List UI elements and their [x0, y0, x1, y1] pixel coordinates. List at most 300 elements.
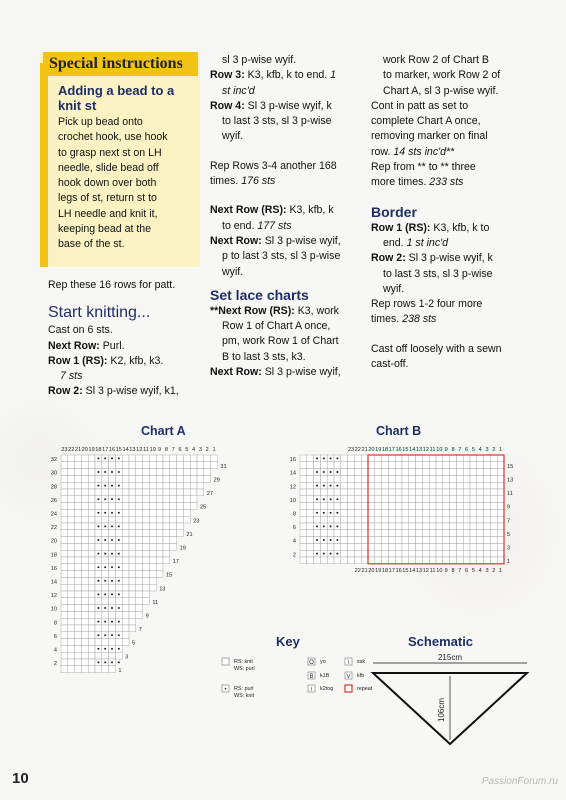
chart-a-cell: [75, 659, 82, 666]
chart-a-cell: [149, 557, 156, 564]
chart-b-cell: [348, 516, 355, 523]
chart-a-col-number: 21: [74, 447, 82, 453]
chart-a-cell: [177, 489, 184, 496]
chart-a-cell: [68, 455, 75, 462]
chart-a-cell: [122, 475, 129, 482]
chart-b-cell: [477, 496, 484, 503]
chart-a-cell: [177, 469, 184, 476]
chart-b-cell: [490, 516, 497, 523]
chart-a-cell: [88, 639, 95, 646]
chart-a-cell: [88, 469, 95, 476]
chart-b-cell: [456, 475, 463, 482]
schematic-title: Schematic: [408, 634, 474, 649]
chart-a-cell: [129, 469, 136, 476]
next-row-label: Next Row:: [210, 234, 262, 247]
chart-b-cell: [436, 462, 443, 469]
chart-a-cell: [143, 462, 150, 469]
chart-a-cell: [163, 489, 170, 496]
chart-a-cell: [109, 584, 116, 591]
chart-b-cell: [402, 475, 409, 482]
chart-b-col-number: 15: [402, 447, 409, 453]
chart-b-row-number: 4: [292, 538, 296, 545]
chart-b-cell: [382, 469, 389, 476]
chart-a-row-number: 5: [132, 640, 136, 647]
chart-b-cell: [497, 496, 504, 503]
chart-a-cell: [75, 611, 82, 618]
chart-a-cell: [75, 598, 82, 605]
chart-a-cell: [183, 475, 190, 482]
chart-b-cell: [429, 543, 436, 550]
chart-b-purl-dot: [330, 457, 332, 459]
next-row-text2: p to last 3 sts, sl 3 p-wise: [222, 250, 341, 263]
chart-a-cell: [109, 611, 116, 618]
chart-a-cell: [136, 611, 143, 618]
chart-b-cell: [450, 469, 457, 476]
chart-a-cell: [102, 543, 109, 550]
chart-b-cell: [497, 455, 504, 462]
col2-line: pm, work Row 1 of Chart: [222, 335, 339, 348]
chart-a-purl-dot: [104, 661, 106, 663]
chart-a-cell: [68, 489, 75, 496]
key-symbol: V: [346, 674, 351, 680]
chart-a-cell: [136, 482, 143, 489]
chart-b-cell: [490, 509, 497, 516]
chart-a-cell: [136, 475, 143, 482]
chart-a-cell: [129, 625, 136, 632]
chart-a-cell: [170, 503, 177, 510]
chart-b-cell: [497, 523, 504, 530]
chart-b-cell: [409, 496, 416, 503]
chart-b-cell: [341, 475, 348, 482]
chart-b-cell: [361, 475, 368, 482]
chart-b-cell: [354, 523, 361, 530]
chart-b-cell: [429, 475, 436, 482]
chart-b-cell: [463, 557, 470, 564]
chart-b-cell: [368, 557, 375, 564]
chart-b-cell: [341, 482, 348, 489]
chart-b-cell: [388, 509, 395, 516]
chart-a-cell: [122, 482, 129, 489]
chart-b-cell: [422, 516, 429, 523]
chart-a-row-number: 27: [206, 491, 214, 498]
key-swatch: [345, 685, 352, 692]
chart-a-cell: [129, 516, 136, 523]
chart-a-cell: [109, 543, 116, 550]
chart-b-cell: [497, 503, 504, 510]
chart-b-cell: [443, 489, 450, 496]
chart-a-cell: [163, 496, 170, 503]
chart-b-cell: [307, 550, 314, 557]
chart-a-cell: [122, 598, 129, 605]
chart-a-cell: [129, 462, 136, 469]
chart-b-col-number: 6: [465, 447, 469, 453]
chart-a-purl-dot: [118, 607, 120, 609]
chart-b-cell: [327, 516, 334, 523]
chart-b-cell: [443, 557, 450, 564]
cast-off-text2: cast-off.: [371, 358, 409, 371]
col3-line: more times.: [371, 176, 430, 189]
chart-b-cell: [470, 489, 477, 496]
chart-b-cell: [443, 496, 450, 503]
chart-a-cell: [81, 605, 88, 612]
chart-b-row-number: 7: [507, 518, 511, 525]
chart-a-cell: [136, 496, 143, 503]
chart-b-cell: [354, 475, 361, 482]
chart-b-cell: [497, 550, 504, 557]
chart-a-cell: [75, 557, 82, 564]
chart-a-row-number: 18: [50, 552, 57, 559]
chart-b-cell: [300, 469, 307, 476]
chart-a-cell: [156, 503, 163, 510]
chart-b-bottom-number: 7: [458, 567, 462, 574]
chart-a-cell: [68, 503, 75, 510]
chart-a-cell: [102, 598, 109, 605]
chart-a-cell: [129, 530, 136, 537]
chart-b-cell: [470, 550, 477, 557]
chart-b-cell: [395, 523, 402, 530]
chart-a-cell: [75, 564, 82, 571]
chart-a-cell: [129, 564, 136, 571]
chart-b-cell: [470, 482, 477, 489]
row3-count2: st inc'd: [222, 84, 255, 97]
chart-a-cell: [129, 584, 136, 591]
chart-a-purl-dot: [111, 634, 113, 636]
chart-b-cell: [354, 537, 361, 544]
chart-a-cell: [156, 469, 163, 476]
chart-a-cell: [122, 625, 129, 632]
chart-a-cell: [109, 516, 116, 523]
chart-a-purl-dot: [97, 661, 99, 663]
chart-b-cell: [382, 475, 389, 482]
chart-a-purl-dot: [104, 621, 106, 623]
chart-a-purl-dot: [118, 553, 120, 555]
chart-b-cell: [395, 509, 402, 516]
chart-a-cell: [122, 503, 129, 510]
chart-a-cell: [109, 571, 116, 578]
chart-b-cell: [477, 489, 484, 496]
chart-b-cell: [375, 503, 382, 510]
chart-a-purl-dot: [104, 634, 106, 636]
chart-b-cell: [395, 489, 402, 496]
chart-b-cell: [484, 537, 491, 544]
chart-a-cell: [177, 509, 184, 516]
chart-a-cell: [75, 475, 82, 482]
chart-b-cell: [388, 530, 395, 537]
chart-b-cell: [307, 516, 314, 523]
chart-a-cell: [197, 455, 204, 462]
chart-a-purl-dot: [104, 485, 106, 487]
chart-a-cell: [129, 591, 136, 598]
bead-heading: Adding a bead to a knit st: [58, 83, 175, 113]
chart-a-cell: [204, 455, 211, 462]
chart-b-cell: [497, 557, 504, 564]
chart-a-cell: [163, 475, 170, 482]
chart-a-cell: [61, 652, 68, 659]
chart-b-cell: [429, 530, 436, 537]
chart-b-cell: [436, 557, 443, 564]
chart-b-cell: [450, 503, 457, 510]
chart-a-cell: [122, 564, 129, 571]
chart-a-purl-dot: [97, 539, 99, 541]
border-row1-label: Row 1 (RS):: [371, 221, 431, 234]
chart-b-bottom-number: 12: [422, 567, 429, 574]
chart-b-cell: [320, 516, 327, 523]
chart-a-row-number: 30: [50, 470, 57, 477]
chart-b-cell: [382, 482, 389, 489]
chart-b-cell: [450, 537, 457, 544]
chart-b-row-number: 10: [289, 497, 296, 504]
chart-b-cell: [382, 543, 389, 550]
chart-b-cell: [327, 557, 334, 564]
chart-a-cell: [88, 537, 95, 544]
chart-b-bottom-number: 2: [492, 567, 496, 574]
chart-a-cell: [115, 543, 122, 550]
chart-b-cell: [409, 530, 416, 537]
chart-a-cell: [122, 496, 129, 503]
chart-a-cell: [170, 489, 177, 496]
chart-b-cell: [382, 537, 389, 544]
chart-b-cell: [422, 496, 429, 503]
chart-b-cell: [422, 530, 429, 537]
chart-a-cell: [156, 462, 163, 469]
chart-b-cell: [450, 509, 457, 516]
chart-a-purl-dot: [97, 648, 99, 650]
chart-b-purl-dot: [330, 512, 332, 514]
chart-a-cell: [61, 469, 68, 476]
chart-b-cell: [470, 496, 477, 503]
chart-a-cell: [88, 625, 95, 632]
chart-a-row-number: 10: [50, 606, 57, 613]
chart-b-cell: [375, 509, 382, 516]
chart-a-cell: [109, 503, 116, 510]
chart-b-cell: [382, 462, 389, 469]
chart-a-cell: [81, 543, 88, 550]
chart-b-purl-dot: [336, 485, 338, 487]
chart-b-cell: [348, 509, 355, 516]
chart-a-purl-dot: [97, 457, 99, 459]
chart-a-cell: [170, 482, 177, 489]
chart-b-cell: [470, 503, 477, 510]
chart-a-cell: [75, 605, 82, 612]
chart-a-cell: [81, 455, 88, 462]
chart-a-cell: [81, 659, 88, 666]
chart-a-cell: [75, 503, 82, 510]
chart-a-cell: [61, 509, 68, 516]
chart-b-cell: [429, 489, 436, 496]
chart-b-row-number: 15: [507, 463, 514, 470]
chart-a-purl-dot: [104, 566, 106, 568]
bead-instruction-line: LH needle and knit it,: [58, 207, 158, 220]
chart-b-cell: [456, 557, 463, 564]
chart-b-cell: [300, 509, 307, 516]
chart-a-cell: [163, 543, 170, 550]
chart-b-cell: [300, 496, 307, 503]
chart-b-cell: [429, 503, 436, 510]
chart-b-cell: [307, 543, 314, 550]
chart-b-cell: [409, 462, 416, 469]
chart-a-cell: [143, 577, 150, 584]
chart-b-cell: [375, 530, 382, 537]
chart-b-cell: [382, 530, 389, 537]
chart-a-cell: [129, 482, 136, 489]
chart-b-cell: [314, 530, 321, 537]
chart-b-cell: [354, 550, 361, 557]
chart-b-cell: [409, 482, 416, 489]
chart-b-cell: [307, 509, 314, 516]
chart-b-cell: [470, 475, 477, 482]
chart-a-cell: [81, 577, 88, 584]
chart-a-cell: [143, 550, 150, 557]
chart-a-cell: [149, 516, 156, 523]
chart-b-bottom-number: 16: [395, 567, 402, 574]
chart-b-cell: [416, 550, 423, 557]
chart-a-cell: [149, 530, 156, 537]
chart-a-purl-dot: [111, 471, 113, 473]
chart-a-cell: [75, 543, 82, 550]
col3-line: removing marker on final: [371, 130, 488, 143]
chart-b-cell: [361, 557, 368, 564]
chart-b-cell: [361, 550, 368, 557]
chart-a-cell: [136, 509, 143, 516]
chart-b-cell: [402, 469, 409, 476]
chart-a-cell: [190, 469, 197, 476]
chart-a-cell: [115, 516, 122, 523]
chart-b-purl-dot: [323, 553, 325, 555]
chart-a-purl-dot: [104, 593, 106, 595]
chart-a-cell: [122, 543, 129, 550]
chart-a-cell: [88, 455, 95, 462]
border-row1-text: K3, kfb, k to: [430, 221, 490, 234]
chart-a-cell: [136, 530, 143, 537]
chart-a-cell: [88, 509, 95, 516]
chart-b-cell: [463, 523, 470, 530]
chart-b-cell: [300, 557, 307, 564]
chart-b-cell: [416, 537, 423, 544]
chart-b-col-number: 21: [361, 447, 368, 453]
chart-a-cell: [95, 503, 102, 510]
chart-b-cell: [484, 462, 491, 469]
chart-a-row-number: 23: [193, 518, 200, 525]
chart-b-cell: [368, 489, 375, 496]
chart-a-cell: [122, 618, 129, 625]
chart-a-cell: [95, 625, 102, 632]
chart-a-cell: [156, 557, 163, 564]
chart-a-cell: [149, 543, 156, 550]
chart-a-cell: [81, 469, 88, 476]
chart-a-cell: [68, 469, 75, 476]
chart-b-row-number: 8: [292, 511, 296, 518]
chart-a-cell: [75, 666, 82, 673]
chart-b-cell: [307, 523, 314, 530]
chart-b-cell: [314, 489, 321, 496]
chart-a-cell: [68, 591, 75, 598]
chart-a-cell: [68, 523, 75, 530]
chart-a-cell: [88, 503, 95, 510]
chart-b-col-number: 18: [381, 447, 389, 453]
chart-a-cell: [109, 639, 116, 646]
chart-a-cell: [122, 591, 129, 598]
chart-a-cell: [177, 516, 184, 523]
chart-b-purl-dot: [336, 457, 338, 459]
chart-b-cell: [409, 469, 416, 476]
chart-b-cell: [422, 509, 429, 516]
chart-b-cell: [490, 503, 497, 510]
chart-a-purl-dot: [111, 525, 113, 527]
chart-b-cell: [443, 530, 450, 537]
chart-b-cell: [416, 530, 423, 537]
chart-a-cell: [102, 571, 109, 578]
chart-b-bottom-number: 11: [429, 567, 436, 574]
next-row-rs-label: Next Row (RS):: [210, 204, 287, 217]
chart-a-cell: [88, 632, 95, 639]
chart-a-cell: [81, 516, 88, 523]
chart-a-cell: [190, 482, 197, 489]
chart-b-cell: [375, 496, 382, 503]
chart-b-cell: [361, 482, 368, 489]
chart-b-cell: [348, 455, 355, 462]
chart-b-cell: [497, 462, 504, 469]
chart-a-row-number: 2: [53, 661, 57, 668]
chart-b-purl-dot: [316, 498, 318, 500]
row4-text3: wyif.: [222, 130, 244, 143]
chart-a-cell: [88, 475, 95, 482]
chart-a-purl-dot: [97, 607, 99, 609]
chart-b-cell: [422, 543, 429, 550]
chart-b-cell: [307, 455, 314, 462]
chart-b-cell: [463, 496, 470, 503]
chart-a-cell: [183, 516, 190, 523]
chart-b-cell: [348, 482, 355, 489]
chart-a-cell: [149, 489, 156, 496]
chart-b-cell: [402, 523, 409, 530]
chart-a-cell: [95, 516, 102, 523]
chart-b-purl-dot: [316, 512, 318, 514]
chart-b-cell: [490, 455, 497, 462]
chart-b-bottom-number: 20: [368, 567, 375, 574]
chart-b-cell: [341, 503, 348, 510]
chart-a-cell: [204, 469, 211, 476]
chart-a-cell: [102, 462, 109, 469]
chart-a-cell: [88, 571, 95, 578]
chart-b-cell: [341, 543, 348, 550]
chart-a-cell: [81, 625, 88, 632]
chart-b-cell: [375, 523, 382, 530]
chart-a-cell: [68, 605, 75, 612]
chart-a-row-number: 19: [179, 545, 186, 552]
chart-b-purl-dot: [316, 485, 318, 487]
chart-b-cell: [382, 455, 389, 462]
chart-b-cell: [490, 557, 497, 564]
chart-b-cell: [470, 530, 477, 537]
chart-a-row-number: 16: [50, 565, 57, 572]
chart-a-cell: [95, 475, 102, 482]
chart-b-purl-dot: [330, 498, 332, 500]
chart-a-cell: [61, 550, 68, 557]
chart-b-purl-dot: [323, 457, 325, 459]
chart-b-cell: [348, 469, 355, 476]
chart-a-cell: [149, 469, 156, 476]
chart-b-cell: [409, 503, 416, 510]
bead-instruction-line: needle, slide bead off: [58, 161, 159, 174]
chart-a-row-number: 32: [50, 457, 57, 464]
chart-a-cell: [156, 564, 163, 571]
chart-a-row-number: 20: [50, 538, 57, 545]
chart-b-cell: [484, 496, 491, 503]
chart-a-cell: [122, 489, 129, 496]
chart-b-cell: [388, 516, 395, 523]
chart-b-cell: [354, 496, 361, 503]
chart-b-cell: [327, 530, 334, 537]
